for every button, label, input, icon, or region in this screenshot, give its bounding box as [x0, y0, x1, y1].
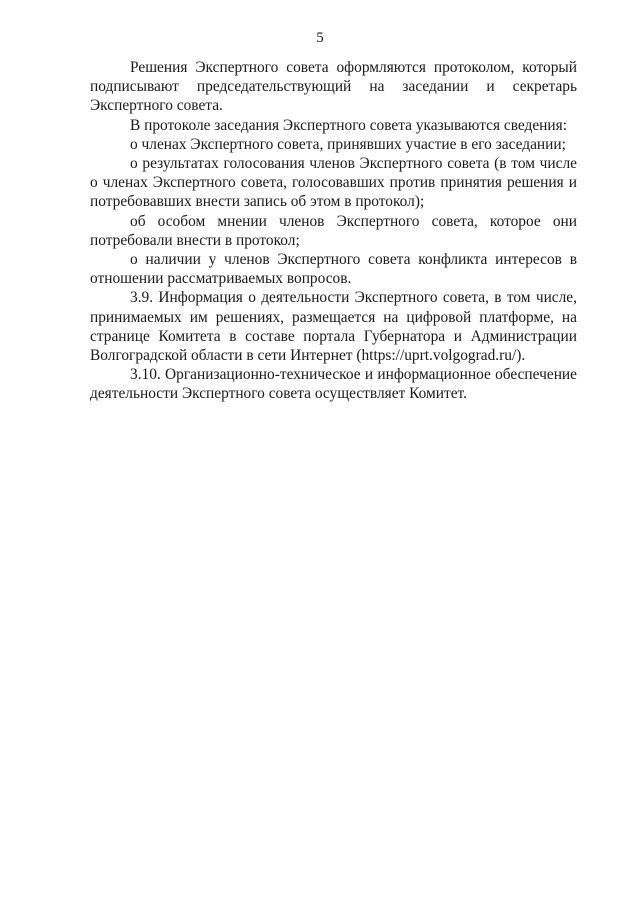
paragraph-section-3-10: 3.10. Организационно-техническое и информационное обеспечение деятельности Экспертного совета осуществляет Комитет.: [90, 366, 577, 403]
paragraph-conflict-of-interest: о наличии у членов Экспертного совета конфликта интересов в отношении рассматриваемых вопросов.: [90, 251, 577, 288]
paragraph-members-present: о членах Экспертного совета, принявших участие в его заседании;: [130, 135, 566, 153]
paragraph-special-opinion: об особом мнении членов Экспертного совета, которое они потребовали внести в протокол;: [90, 212, 577, 249]
paragraph-voting-results: о результатах голосования членов Экспертного совета (в том числе о членах Экспертного совета, голосовавших против принятия решения и потребовавших внести запись об этом в протокол);: [90, 155, 577, 211]
paragraph-section-3-9: 3.9. Информация о деятельности Экспертного совета, в том числе, принимаемых им решениях, размещается на цифровой платформе, на странице Комитета в составе портала Губернатора и Администрации Волгоградской области в сети Интернет (https://uprt.volgograd.ru/).: [90, 289, 577, 365]
paragraph-protocol-contents: В протоколе заседания Экспертного совета указываются сведения:: [130, 116, 568, 134]
paragraph-protocol-decisions: Решения Экспертного совета оформляются протоколом, который подписывают председательствующий на заседании и секретарь Экспертного совета.: [90, 59, 577, 115]
page-number: 5: [316, 30, 324, 46]
document-body: [90, 58, 577, 404]
